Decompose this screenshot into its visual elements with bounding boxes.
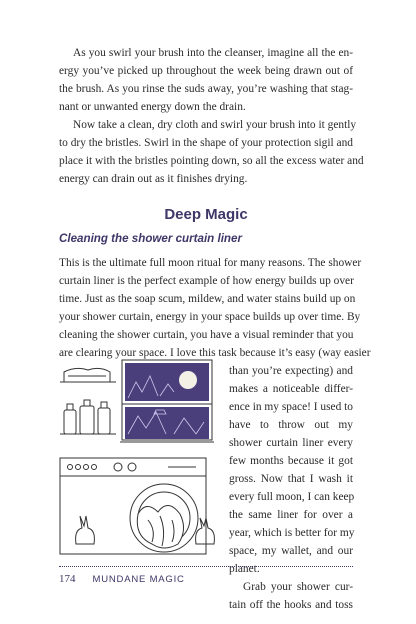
dial-icon: [114, 463, 122, 471]
bunny-icon: [196, 518, 215, 544]
text-line: curtain liner is the perfect example of how energy builds up over: [59, 275, 354, 287]
wrapped-text-column: [229, 362, 353, 614]
bottle-icon: [64, 410, 76, 434]
text-line: time. Just as the soap scum, mildew, and water stains build up on: [59, 293, 356, 305]
bottle-icon: [98, 408, 110, 434]
text-line: year, which is better for my: [229, 527, 355, 539]
text-line: have to throw out my: [229, 419, 353, 431]
text-line: ergy you’ve picked up throughout the week being drawn out of: [59, 65, 353, 77]
subheading: Cleaning the shower curtain liner: [59, 232, 242, 245]
running-title: MUNDANE MAGIC: [92, 573, 185, 585]
text-line: place it with the bristles pointing down, so all the excess water and: [59, 155, 364, 167]
bottle-icon: [80, 406, 94, 434]
text-line: to dry the bristles. Swirl in the shape of your protection sigil and: [59, 137, 353, 149]
text-line: than you’re expecting) and: [229, 365, 353, 377]
text-line: energy can drain out as it finishes drying.: [59, 173, 248, 185]
text-line: This is the ultimate full moon ritual for many reasons. The shower: [59, 257, 362, 269]
section-heading: Deep Magic: [164, 206, 248, 223]
dial-icon: [128, 463, 136, 471]
text-line: Now take a clean, dry cloth and swirl your brush into it gently: [73, 119, 357, 131]
text-line: cleaning the shower curtain, you have a visual reminder that you: [59, 329, 354, 341]
text-line: tain off the hooks and toss: [229, 599, 353, 611]
full-moon-icon: [179, 371, 197, 389]
bunny-icon: [76, 516, 95, 544]
paragraph-dry-brush: [59, 116, 364, 188]
text-line: ence in my space! I used to: [229, 401, 353, 413]
text-line: space, my wallet, and our: [229, 545, 353, 557]
text-line: are clearing your space. I love this task because it’s easy (way easier: [59, 347, 371, 359]
footer-divider: [59, 566, 353, 567]
page-number: 174: [59, 573, 76, 585]
text-line: planet.: [229, 563, 260, 575]
text-line: few months because it got: [229, 455, 353, 467]
page-footer: [59, 573, 185, 585]
text-line: the same liner for over a: [229, 509, 353, 521]
laundry-room-illustration: [56, 330, 226, 558]
night-sky-pane: [125, 407, 209, 439]
text-line: your shower curtain, energy in your space builds up over time. By: [59, 311, 361, 323]
text-line: nant or unwanted energy down the drain.: [59, 101, 246, 113]
text-line: shower curtain liner every: [229, 437, 353, 449]
text-line: the brush. As you rinse the suds away, you’re washing that stag-: [59, 83, 353, 95]
shower-curtain-icon: [137, 505, 183, 548]
text-line: gross. Now that I wash it: [229, 473, 353, 485]
text-line: every full moon, I can keep: [229, 491, 355, 503]
towel-stack-icon: [64, 368, 110, 382]
crescent-moon-icon: [80, 574, 89, 584]
text-line: makes a noticeable differ-: [229, 383, 353, 395]
text-line: As you swirl your brush into the cleanser, imagine all the en-: [73, 47, 353, 59]
text-line: Grab your shower cur-: [243, 581, 353, 593]
washing-machine: [60, 458, 206, 554]
paragraph-brush-cleanser: [59, 44, 353, 116]
